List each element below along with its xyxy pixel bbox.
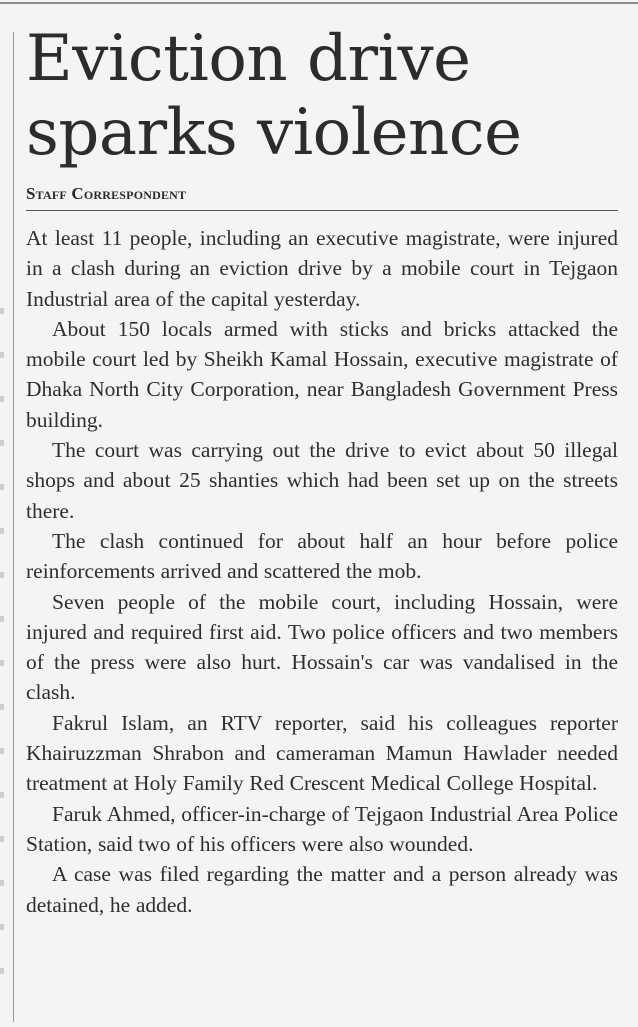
- article-paragraph: A case was filed regarding the matter and a person already was detained, he added.: [26, 862, 618, 917]
- news-article: [26, 22, 618, 920]
- article-paragraph: Faruk Ahmed, officer-in-charge of Tejgaon Industrial Area Police Station, said two of his officers were also wounded.: [26, 801, 618, 856]
- top-rule: [0, 2, 638, 4]
- article-paragraph: Fakrul Islam, an RTV reporter, said his colleagues reporter Khairuzzman Shrabon and cameraman Mamun Hawlader needed treatment at Holy Family Red Crescent Medical College Hospital.: [26, 710, 618, 796]
- article-paragraph: About 150 locals armed with sticks and bricks attacked the mobile court led by Sheikh Kamal Hossain, executive magistrate of Dhaka North City Corporation, near Bangladesh Government Press building.: [26, 316, 618, 432]
- article-body: [26, 223, 618, 920]
- article-paragraph: The court was carrying out the drive to evict about 50 illegal shops and about 25 shanties which had been set up on the streets there.: [26, 438, 618, 523]
- article-paragraph: At least 11 people, including an executive magistrate, were injured in a clash during an eviction drive by a mobile court in Tejgaon Industrial area of the capital yesterday.: [26, 226, 618, 311]
- article-paragraph: The clash continued for about half an hour before police reinforcements arrived and scattered the mob.: [26, 528, 618, 584]
- column-rule: [13, 32, 14, 1022]
- article-byline: Staff Correspondent: [26, 184, 618, 211]
- article-paragraph: Seven people of the mobile court, including Hossain, were injured and required first aid. Two police officers and two members of the press were also hurt. Hossain's car was vandalised in the clash.: [26, 589, 618, 705]
- article-headline: Eviction drive sparks violence: [26, 22, 522, 170]
- adjacent-column-edge: [0, 270, 4, 990]
